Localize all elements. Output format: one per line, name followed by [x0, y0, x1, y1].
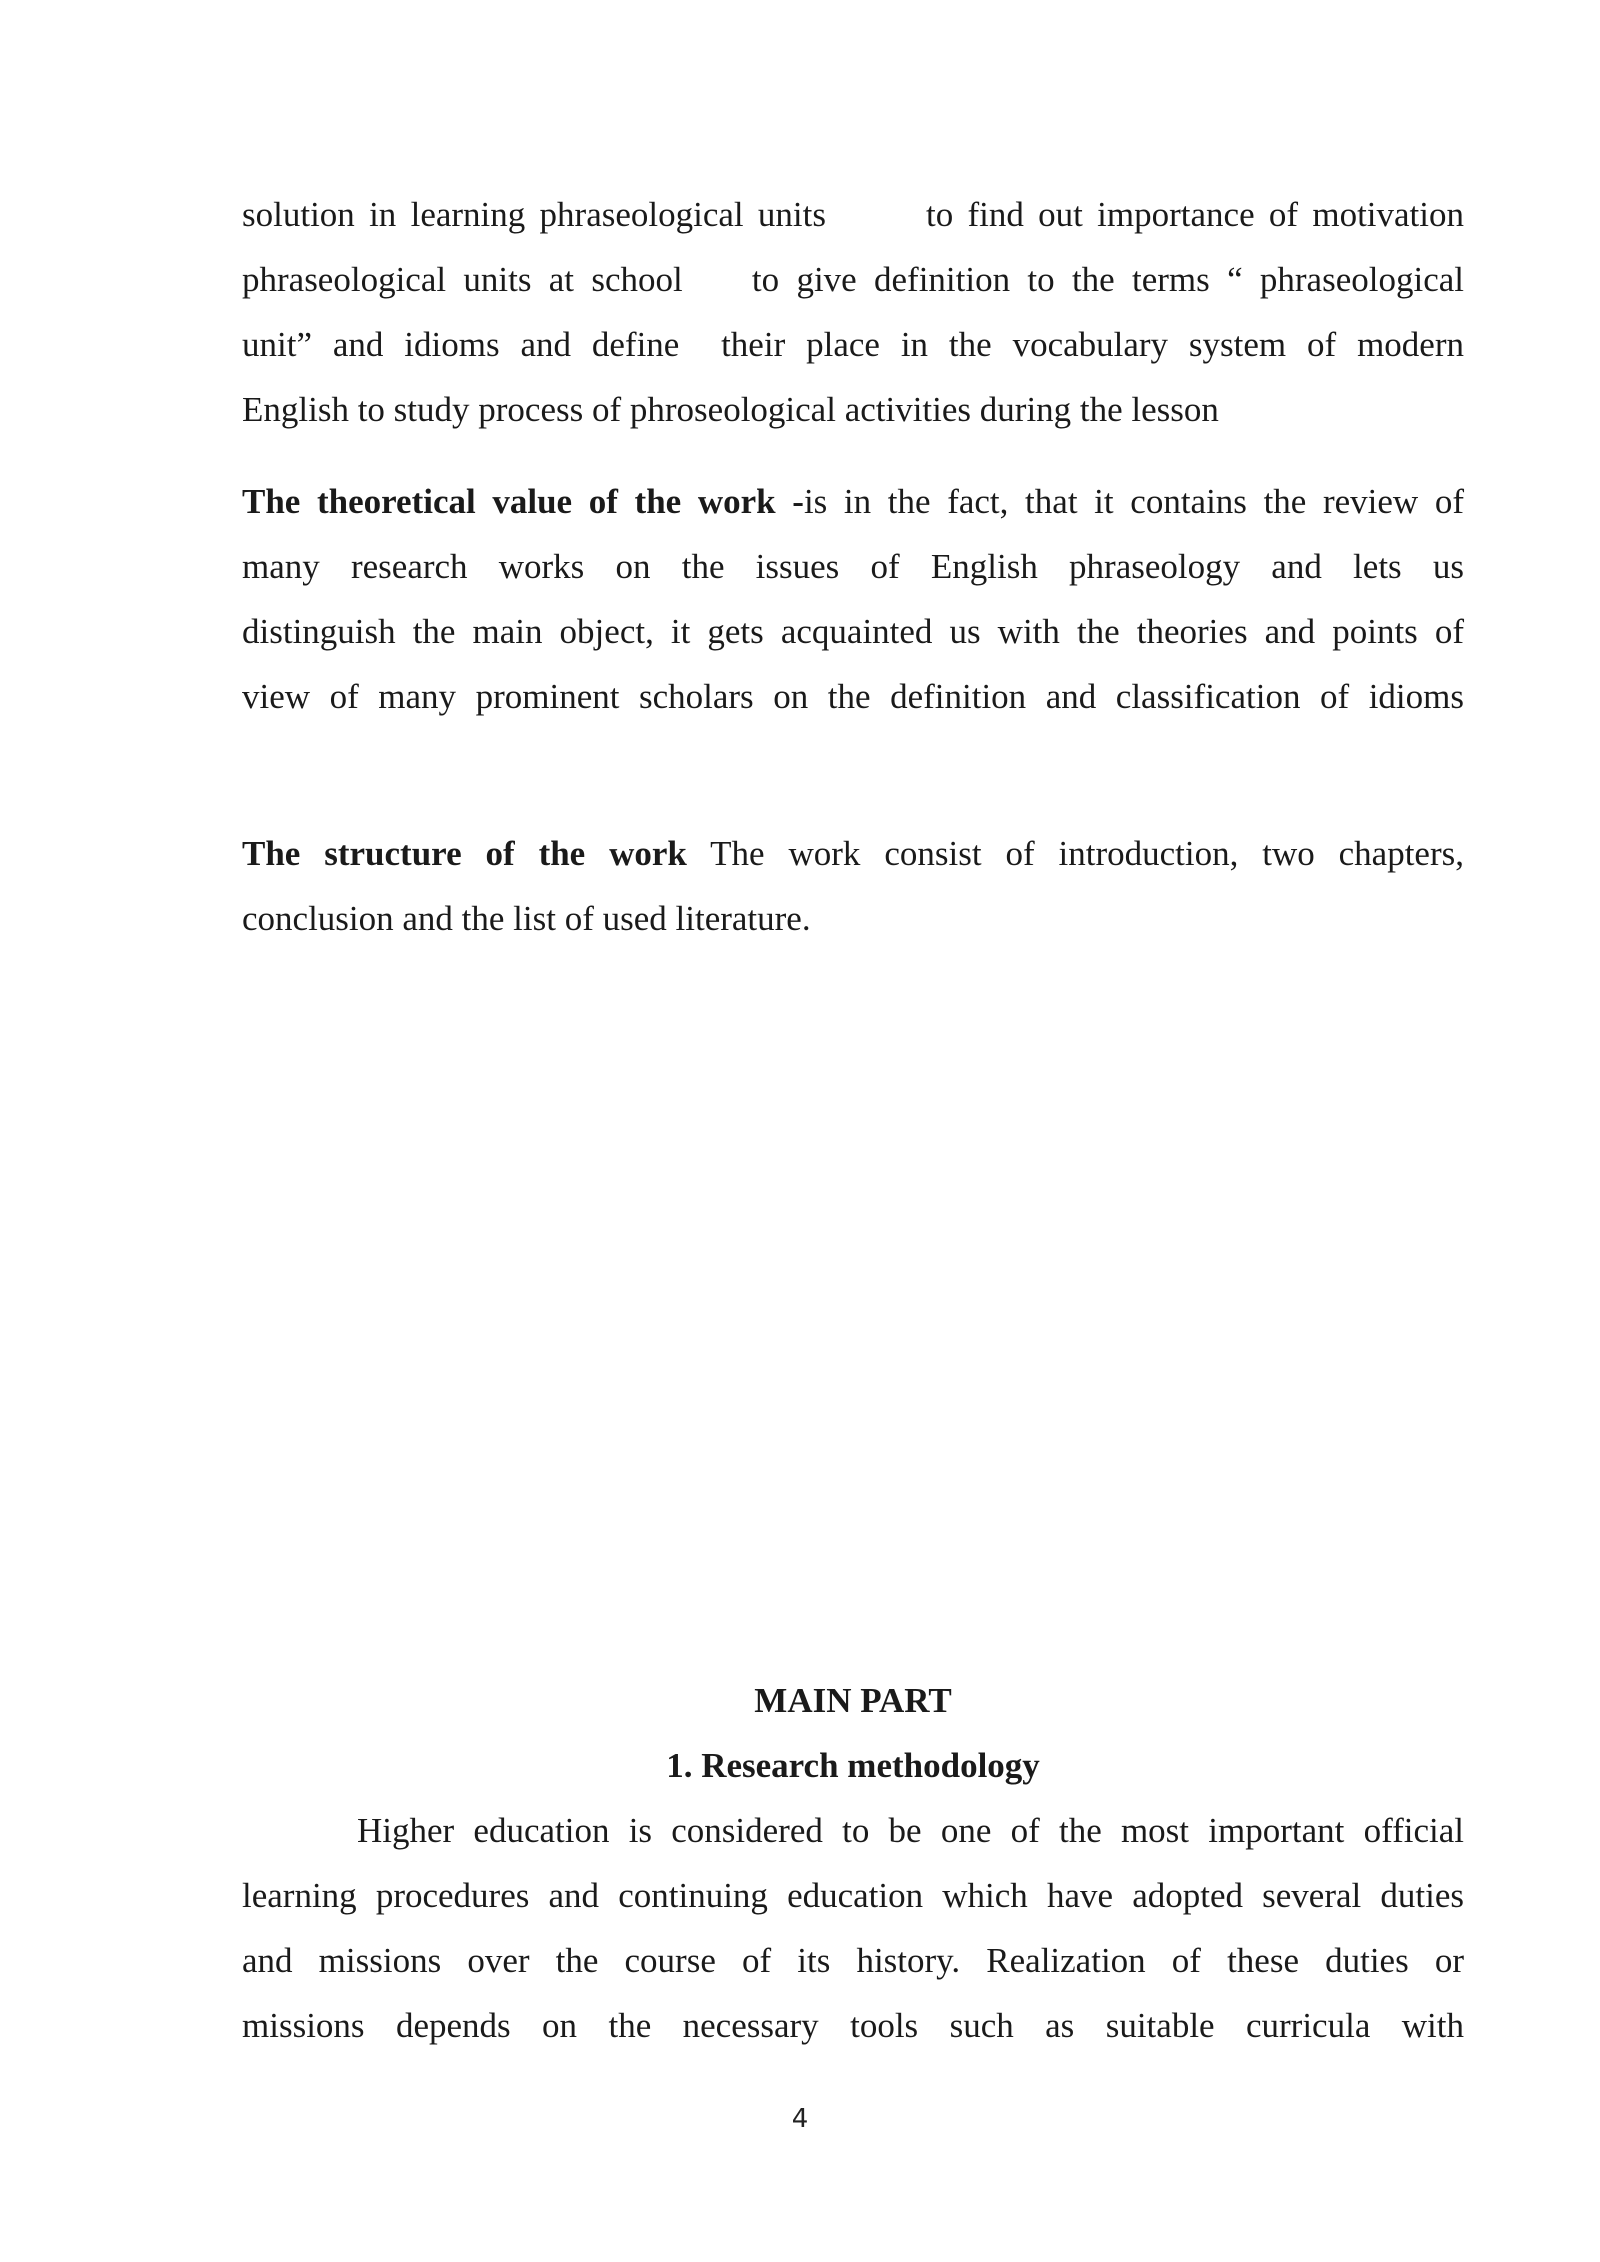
page-number: 4 [791, 2104, 809, 2134]
main-part-heading: MAIN PART [754, 1681, 952, 1720]
theoretical-bold-lead: The theoretical value of the work - [242, 482, 804, 521]
theoretical-line-1 [242, 482, 1464, 522]
research-methodology-heading: 1. Research methodology [666, 1746, 1040, 1785]
main-line-2: learning procedures and continuing education which have adopted several duties [242, 1876, 1464, 1915]
theoretical-line-3: distinguish the main object, it gets acquainted us with the theories and points of [242, 612, 1464, 651]
theoretical-first-rest: is in the fact, that it contains the review of [803, 482, 1465, 521]
intro-line-3: unit” and idioms and define their place in the vocabulary system of modern [242, 325, 1464, 364]
main-line-3: and missions over the course of its history. Realization of these duties or [242, 1941, 1464, 1980]
intro-line-2: phraseological units at school to give definition to the terms “ phraseological [242, 260, 1464, 299]
intro-line-4: English to study process of phroseological activities during the lesson [242, 390, 1219, 429]
main-line-4: missions depends on the necessary tools such as suitable curricula with [242, 2006, 1464, 2045]
main-line-1: Higher education is considered to be one of the most important official [357, 1811, 1464, 1850]
structure-bold-lead: The structure of the work [242, 834, 687, 873]
structure-line-2: conclusion and the list of used literature. [242, 899, 811, 938]
theoretical-line-4: view of many prominent scholars on the definition and classification of idioms [242, 677, 1464, 716]
theoretical-line-2: many research works on the issues of English phraseology and lets us [242, 547, 1464, 586]
intro-line-1: solution in learning phraseological units to find out importance of motivation [242, 195, 1464, 234]
structure-line-1 [242, 834, 1464, 874]
structure-first-rest: The work consist of introduction, two chapters, [686, 834, 1464, 873]
